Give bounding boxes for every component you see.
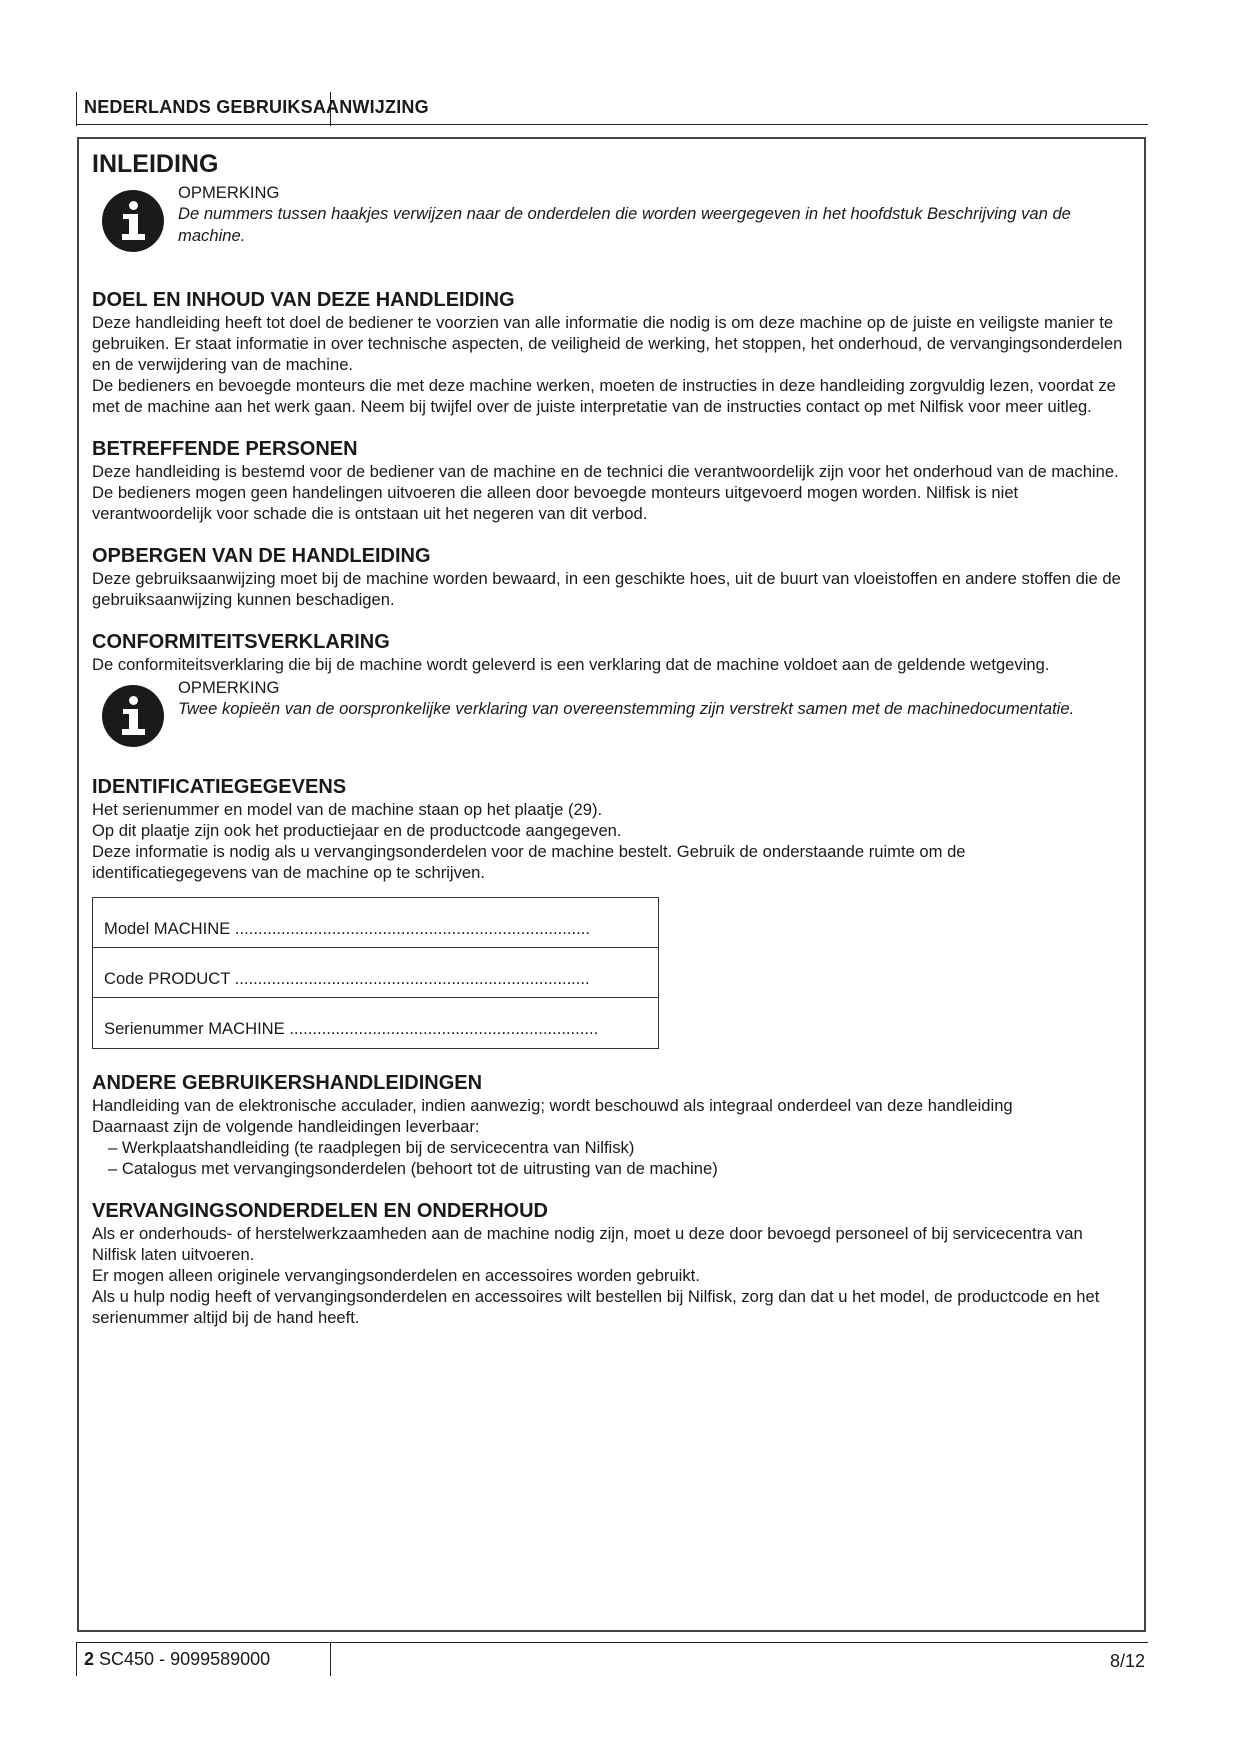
paragraph: Deze gebruiksaanwijzing moet bij de machine worden bewaard, in een geschikte hoes, uit de buurt van vloeistoffen en andere stoffen die de gebruiksaanwijzing kunnen beschadigen. bbox=[92, 569, 1121, 609]
section-doel bbox=[92, 288, 1124, 417]
section-vervanging bbox=[92, 1199, 1124, 1328]
section-identificatie bbox=[92, 775, 1124, 1049]
note-label: OPMERKING bbox=[178, 678, 280, 697]
info-icon bbox=[102, 190, 164, 252]
paragraph: Handleiding van de elektronische acculader, indien aanwezig; wordt beschouwd als integraal onderdeel van deze handleiding bbox=[92, 1096, 1013, 1115]
footer-page-number: 8/12 bbox=[1109, 1651, 1145, 1671]
note-label: OPMERKING bbox=[178, 183, 280, 202]
section-title-conformiteit: CONFORMITEITSVERKLARING bbox=[92, 631, 390, 653]
identification-table bbox=[92, 897, 659, 1049]
section-title-personen: BETREFFENDE PERSONEN bbox=[92, 438, 358, 460]
paragraph: Deze handleiding heeft tot doel de bediener te voorzien van alle informatie die nodig is om deze machine op de juiste en veiligste manier te gebruiken. Er staat informatie in over technische aspecten, de veiligheid de werking, het stoppen, het onderhoud, de vervangingsonderdelen en de verwijdering van de machine. bbox=[92, 313, 1123, 374]
paragraph: Als er onderhouds- of herstelwerkzaamheden aan de machine nodig zijn, moet u deze door bevoegd personeel of bij servicecentra van Nilfisk laten uitvoeren. bbox=[92, 1224, 1083, 1264]
page-content bbox=[92, 148, 1124, 1328]
paragraph: Als u hulp nodig heeft of vervangingsonderdelen en accessoires wilt bestellen bij Nilfisk, zorg dan dat u het model, de productcode en het serienummer altijd bij de hand heeft. bbox=[92, 1287, 1100, 1327]
footer-rule bbox=[76, 1642, 1148, 1643]
section-personen bbox=[92, 437, 1124, 524]
paragraph: De bedieners mogen geen handelingen uitvoeren die alleen door bevoegde monteurs uitgevoerd mogen worden. Nilfisk is niet verantwoordelijk voor schade die is ontstaan uit het negeren van dit verbod. bbox=[92, 483, 1019, 523]
paragraph: Daarnaast zijn de volgende handleidingen leverbaar: bbox=[92, 1117, 480, 1136]
id-row-code: Code PRODUCT ............................................................................. bbox=[93, 948, 658, 998]
list-item: – Werkplaatshandleiding (te raadplegen bij de servicecentra van Nilfisk) bbox=[108, 1138, 635, 1157]
section-conformiteit bbox=[92, 630, 1124, 747]
paragraph: Het serienummer en model van de machine staan op het plaatje (29). bbox=[92, 800, 603, 819]
section-title-opbergen: OPBERGEN VAN DE HANDLEIDING bbox=[92, 545, 431, 567]
paragraph: Deze informatie is nodig als u vervangingsonderdelen voor de machine bestelt. Gebruik de onderstaande ruimte om de identificatiegegevens van de machine op te schrijven. bbox=[92, 842, 966, 882]
id-row-model: Model MACHINE ............................................................................. bbox=[93, 898, 658, 948]
section-title-vervanging: VERVANGINGSONDERDELEN EN ONDERHOUD bbox=[92, 1200, 548, 1222]
list-item: – Catalogus met vervangingsonderdelen (behoort tot de uitrusting van de machine) bbox=[108, 1159, 718, 1178]
header-left-rule bbox=[76, 92, 77, 126]
section-andere bbox=[92, 1071, 1124, 1179]
paragraph: De conformiteitsverklaring die bij de machine wordt geleverd is een verklaring dat de machine voldoet aan de geldende wetgeving. bbox=[92, 655, 1050, 674]
paragraph: Op dit plaatje zijn ook het productiejaar en de productcode aangegeven. bbox=[92, 821, 622, 840]
footer-doc-id bbox=[84, 1649, 270, 1670]
section-opbergen bbox=[92, 544, 1124, 610]
info-icon bbox=[102, 685, 164, 747]
page-header-title: NEDERLANDS GEBRUIKSAANWIJZING bbox=[84, 97, 429, 117]
section-title-identificatie: IDENTIFICATIEGEGEVENS bbox=[92, 776, 347, 798]
section-title-andere: ANDERE GEBRUIKERSHANDLEIDINGEN bbox=[92, 1072, 483, 1094]
footer-mid-rule bbox=[330, 1642, 331, 1676]
footer-doc: SC450 - 9099589000 bbox=[99, 1649, 271, 1669]
note-text: Twee kopieën van de oorspronkelijke verklaring van overeenstemming zijn verstrekt samen met de machinedocumentatie. bbox=[178, 699, 1075, 718]
id-row-serienummer: Serienummer MACHINE ................................................................... bbox=[104, 1019, 599, 1038]
section-title-doel: DOEL EN INHOUD VAN DEZE HANDLEIDING bbox=[92, 289, 515, 311]
paragraph: Deze handleiding is bestemd voor de bediener van de machine en de technici die verantwoordelijk zijn voor het onderhoud van de machine. bbox=[92, 462, 1119, 481]
header-bottom-rule bbox=[76, 124, 1148, 125]
footer-chapter: 2 bbox=[84, 1649, 95, 1669]
section-title-inleiding: INLEIDING bbox=[92, 150, 219, 178]
note-conformiteit bbox=[92, 677, 1124, 747]
note-inleiding bbox=[92, 182, 1124, 252]
paragraph: Er mogen alleen originele vervangingsonderdelen en accessoires worden gebruikt. bbox=[92, 1266, 700, 1285]
paragraph: De bedieners en bevoegde monteurs die met deze machine werken, moeten de instructies in deze handleiding zorgvuldig lezen, voordat ze met de machine aan het werk gaan. Neem bij twijfel over de juiste interpretatie van de instructies contact op met Nilfisk voor meer uitleg. bbox=[92, 376, 1116, 416]
footer-left-rule bbox=[76, 1642, 77, 1676]
note-text: De nummers tussen haakjes verwijzen naar de onderdelen die worden weergegeven in het hoofdstuk Beschrijving van de machine. bbox=[178, 204, 1071, 245]
